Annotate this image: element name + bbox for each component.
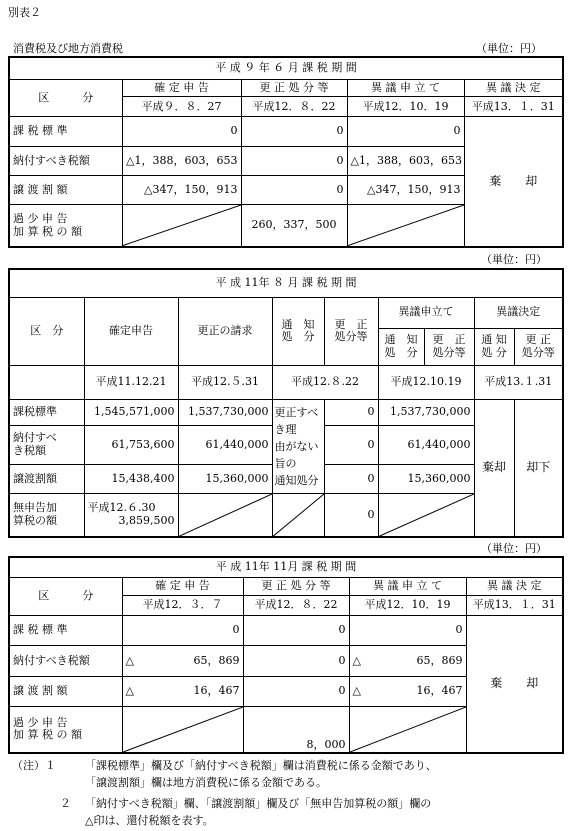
col-header-line: 通 知: [281, 317, 315, 331]
note-2-line-1: 「納付すべき税額」欄、「譲渡割額」欄及び「無申告加算税の額」欄の: [85, 797, 432, 810]
cell-value: 0: [243, 676, 349, 706]
col-header: 異 議 決 定: [464, 79, 563, 97]
cell-value: 0: [241, 117, 347, 146]
cell-value: 0: [347, 117, 464, 146]
refund-mark: △: [352, 684, 361, 697]
row-label: 課 税 標 準: [9, 117, 122, 146]
col-header-line: 処分等: [334, 330, 368, 344]
cell-value: 1,537,730,000: [178, 399, 272, 425]
notice-reason-line: 更正すべき理: [274, 405, 319, 436]
col-date: 平成12．10．19: [347, 97, 464, 117]
note-2-number: ２: [60, 797, 71, 810]
empty-diagonal-cell: [122, 706, 243, 753]
col-date: 平成12.８.22: [272, 365, 378, 399]
col-date: 平成９．８．27: [122, 97, 241, 117]
unit-label: （単位：円）: [481, 542, 547, 555]
cell-value: [84, 493, 178, 537]
sub-header: [424, 328, 474, 365]
cell-amount: 16，467: [416, 684, 463, 697]
empty-diagonal-cell: [272, 493, 324, 537]
col-header-line: 更 正: [334, 317, 368, 331]
notice-reason-cell: [272, 399, 324, 493]
row-label: [9, 205, 122, 247]
cell-value: 260，337，500: [241, 205, 347, 247]
cell-value: 0: [243, 646, 349, 676]
cell-value: 15,438,400: [84, 465, 178, 493]
note-lead: （注）１: [12, 759, 56, 772]
sub-header-line: 処分等: [432, 345, 466, 359]
sub-header-line: 更 正: [525, 333, 552, 347]
sub-header: [514, 328, 563, 365]
row-label: [9, 706, 122, 753]
cell-value: 61,440,000: [378, 425, 474, 464]
row-label: 課税標準: [9, 399, 84, 425]
cell-value: 61,440,000: [178, 425, 272, 464]
sub-header: [474, 328, 514, 365]
cell-amount: 3,859,500: [118, 513, 175, 527]
notice-reason-line: 由がない旨の: [274, 439, 319, 470]
col-date: 平成12．８．22: [243, 595, 349, 615]
col-date: 平成12．10．19: [349, 595, 466, 615]
row-header: 区 分: [9, 79, 122, 117]
empty-diagonal-cell: [347, 205, 464, 247]
period-title: 平 成 11年 ８ 月 課 税 期 間: [9, 269, 563, 297]
sub-header-line: 処 分: [384, 345, 418, 359]
cell-value: 15,360,000: [378, 465, 474, 493]
decision-rejected: 却下: [514, 399, 563, 537]
row-label-line: 納付すべ: [13, 431, 57, 445]
sub-header-line: 通 知: [384, 333, 418, 347]
col-date: 平成12.５.31: [178, 365, 272, 399]
cell-value: 0: [324, 425, 378, 464]
col-header: 異 議 決 定: [466, 577, 563, 595]
period-title: 平 成 11年 11月 課 税 期 間: [9, 557, 563, 577]
notice-reason-line: 通知処分: [274, 473, 319, 487]
cell-value: [349, 676, 466, 706]
cell-value: 0: [122, 117, 241, 146]
cell-value: 1,537,730,000: [378, 399, 474, 425]
unit-label: （単位：円）: [476, 42, 542, 55]
cell-amount: 65，869: [416, 653, 463, 667]
empty-diagonal-cell: [349, 706, 466, 753]
row-label: 納付すべき税額: [9, 146, 122, 175]
cell-value: 0: [122, 616, 243, 646]
sub-header: [378, 328, 424, 365]
col-header: [272, 297, 324, 365]
col-header: [324, 297, 378, 365]
refund-mark: △: [125, 653, 134, 667]
col-date: 平成12.10.19: [378, 365, 474, 399]
blank-cell: [9, 365, 84, 399]
cell-value: 0: [241, 176, 347, 205]
sub-header-line: 更 正: [432, 333, 466, 347]
row-label-line: 過 少 申 告: [13, 715, 68, 729]
row-label: 納付すべき税額: [9, 646, 122, 676]
col-header: 確定申告: [84, 297, 178, 365]
cell-value: 0: [243, 616, 349, 646]
row-label-line: 算税の額: [13, 513, 57, 527]
table-h11-08: [8, 268, 564, 538]
tax-name: 消費税及び地方消費税: [13, 42, 123, 55]
col-header-line: 処 分: [281, 330, 315, 344]
col-header: 更 正 処 分 等: [241, 79, 347, 97]
cell-value: 0: [324, 493, 378, 537]
col-date: 平成13.１.31: [474, 365, 563, 399]
col-date: 平成11.12.21: [84, 365, 178, 399]
cell-value: 0: [324, 399, 378, 425]
cell-value: 0: [324, 465, 378, 493]
unit-label: （単位：円）: [481, 253, 547, 266]
cell-value: 0: [241, 146, 347, 175]
row-label: 譲 渡 割 額: [9, 176, 122, 205]
table-h9-06: [8, 56, 564, 248]
col-header: 更正の請求: [178, 297, 272, 365]
note-1-line-2: 「譲渡割額」欄は地方消費税に係る金額である。: [85, 776, 327, 789]
row-header: 区 分: [9, 297, 84, 365]
row-label: 譲渡割額: [9, 465, 84, 493]
col-date: 平成12．３．７: [122, 595, 243, 615]
note-2-line-2: △印は、還付税額を表す。: [85, 814, 214, 827]
row-label-line: 過 少 申 告: [13, 212, 68, 226]
sub-header-line: 通 知: [481, 333, 507, 347]
cell-value: 8，000: [243, 706, 349, 753]
col-header: 異 議 申 立 て: [347, 79, 464, 97]
empty-diagonal-cell: [178, 493, 272, 537]
cell-value: [349, 646, 466, 676]
cell-amount: 16，467: [193, 684, 240, 697]
cell-value: [122, 676, 243, 706]
cell-amount: 65，869: [193, 653, 240, 667]
col-header: 確 定 申 告: [122, 79, 241, 97]
empty-diagonal-cell: [122, 205, 241, 247]
col-date: 平成13．１．31: [466, 595, 563, 615]
sub-header-line: 処分等: [521, 345, 555, 359]
row-label: [9, 425, 84, 464]
cell-value: 0: [349, 616, 466, 646]
cell-date: 平成12.６.30: [87, 501, 156, 515]
period-title: 平 成 ９ 年 ６ 月 課 税 期 間: [9, 57, 563, 79]
col-header: 確 定 申 告: [122, 577, 243, 595]
row-label-line: 加 算 税 の 額: [13, 728, 82, 742]
col-date: 平成13．１．31: [464, 97, 563, 117]
row-label-line: 無申告加: [13, 501, 57, 515]
row-label: 課 税 標 準: [9, 616, 122, 646]
cell-value: [122, 646, 243, 676]
decision-cell: 棄 却: [464, 117, 563, 247]
cell-value: △1，388，603，653: [347, 146, 464, 175]
row-label: [9, 493, 84, 537]
table-h11-11: [8, 556, 564, 754]
doc-label: 別表２: [8, 6, 41, 19]
decision-cell: 棄 却: [466, 616, 563, 753]
col-header: 異議申立て: [378, 297, 474, 328]
cell-value: 1,545,571,000: [84, 399, 178, 425]
sub-header-line: 処 分: [481, 345, 507, 359]
col-date: 平成12．８．22: [241, 97, 347, 117]
col-header: 異 議 申 立 て: [349, 577, 466, 595]
cell-value: △347，150，913: [122, 176, 241, 205]
cell-value: 61,753,600: [84, 425, 178, 464]
cell-value: 15,360,000: [178, 465, 272, 493]
empty-diagonal-cell: [378, 493, 474, 537]
row-label: 譲 渡 割 額: [9, 676, 122, 706]
refund-mark: △: [125, 684, 134, 697]
decision-dismissed: 棄却: [474, 399, 514, 537]
row-label-line: 加 算 税 の 額: [13, 224, 82, 238]
refund-mark: △: [352, 653, 361, 667]
cell-value: △1，388，603，653: [122, 146, 241, 175]
cell-value: △347，150，913: [347, 176, 464, 205]
col-header: 更 正 処 分 等: [243, 577, 349, 595]
note-1-line-1: 「課税標準」欄及び「納付すべき税額」欄は消費税に係る金額であり、: [85, 759, 437, 772]
col-header: 異議決定: [474, 297, 563, 328]
row-header: 区 分: [9, 577, 122, 615]
row-label-line: き税額: [13, 444, 46, 458]
